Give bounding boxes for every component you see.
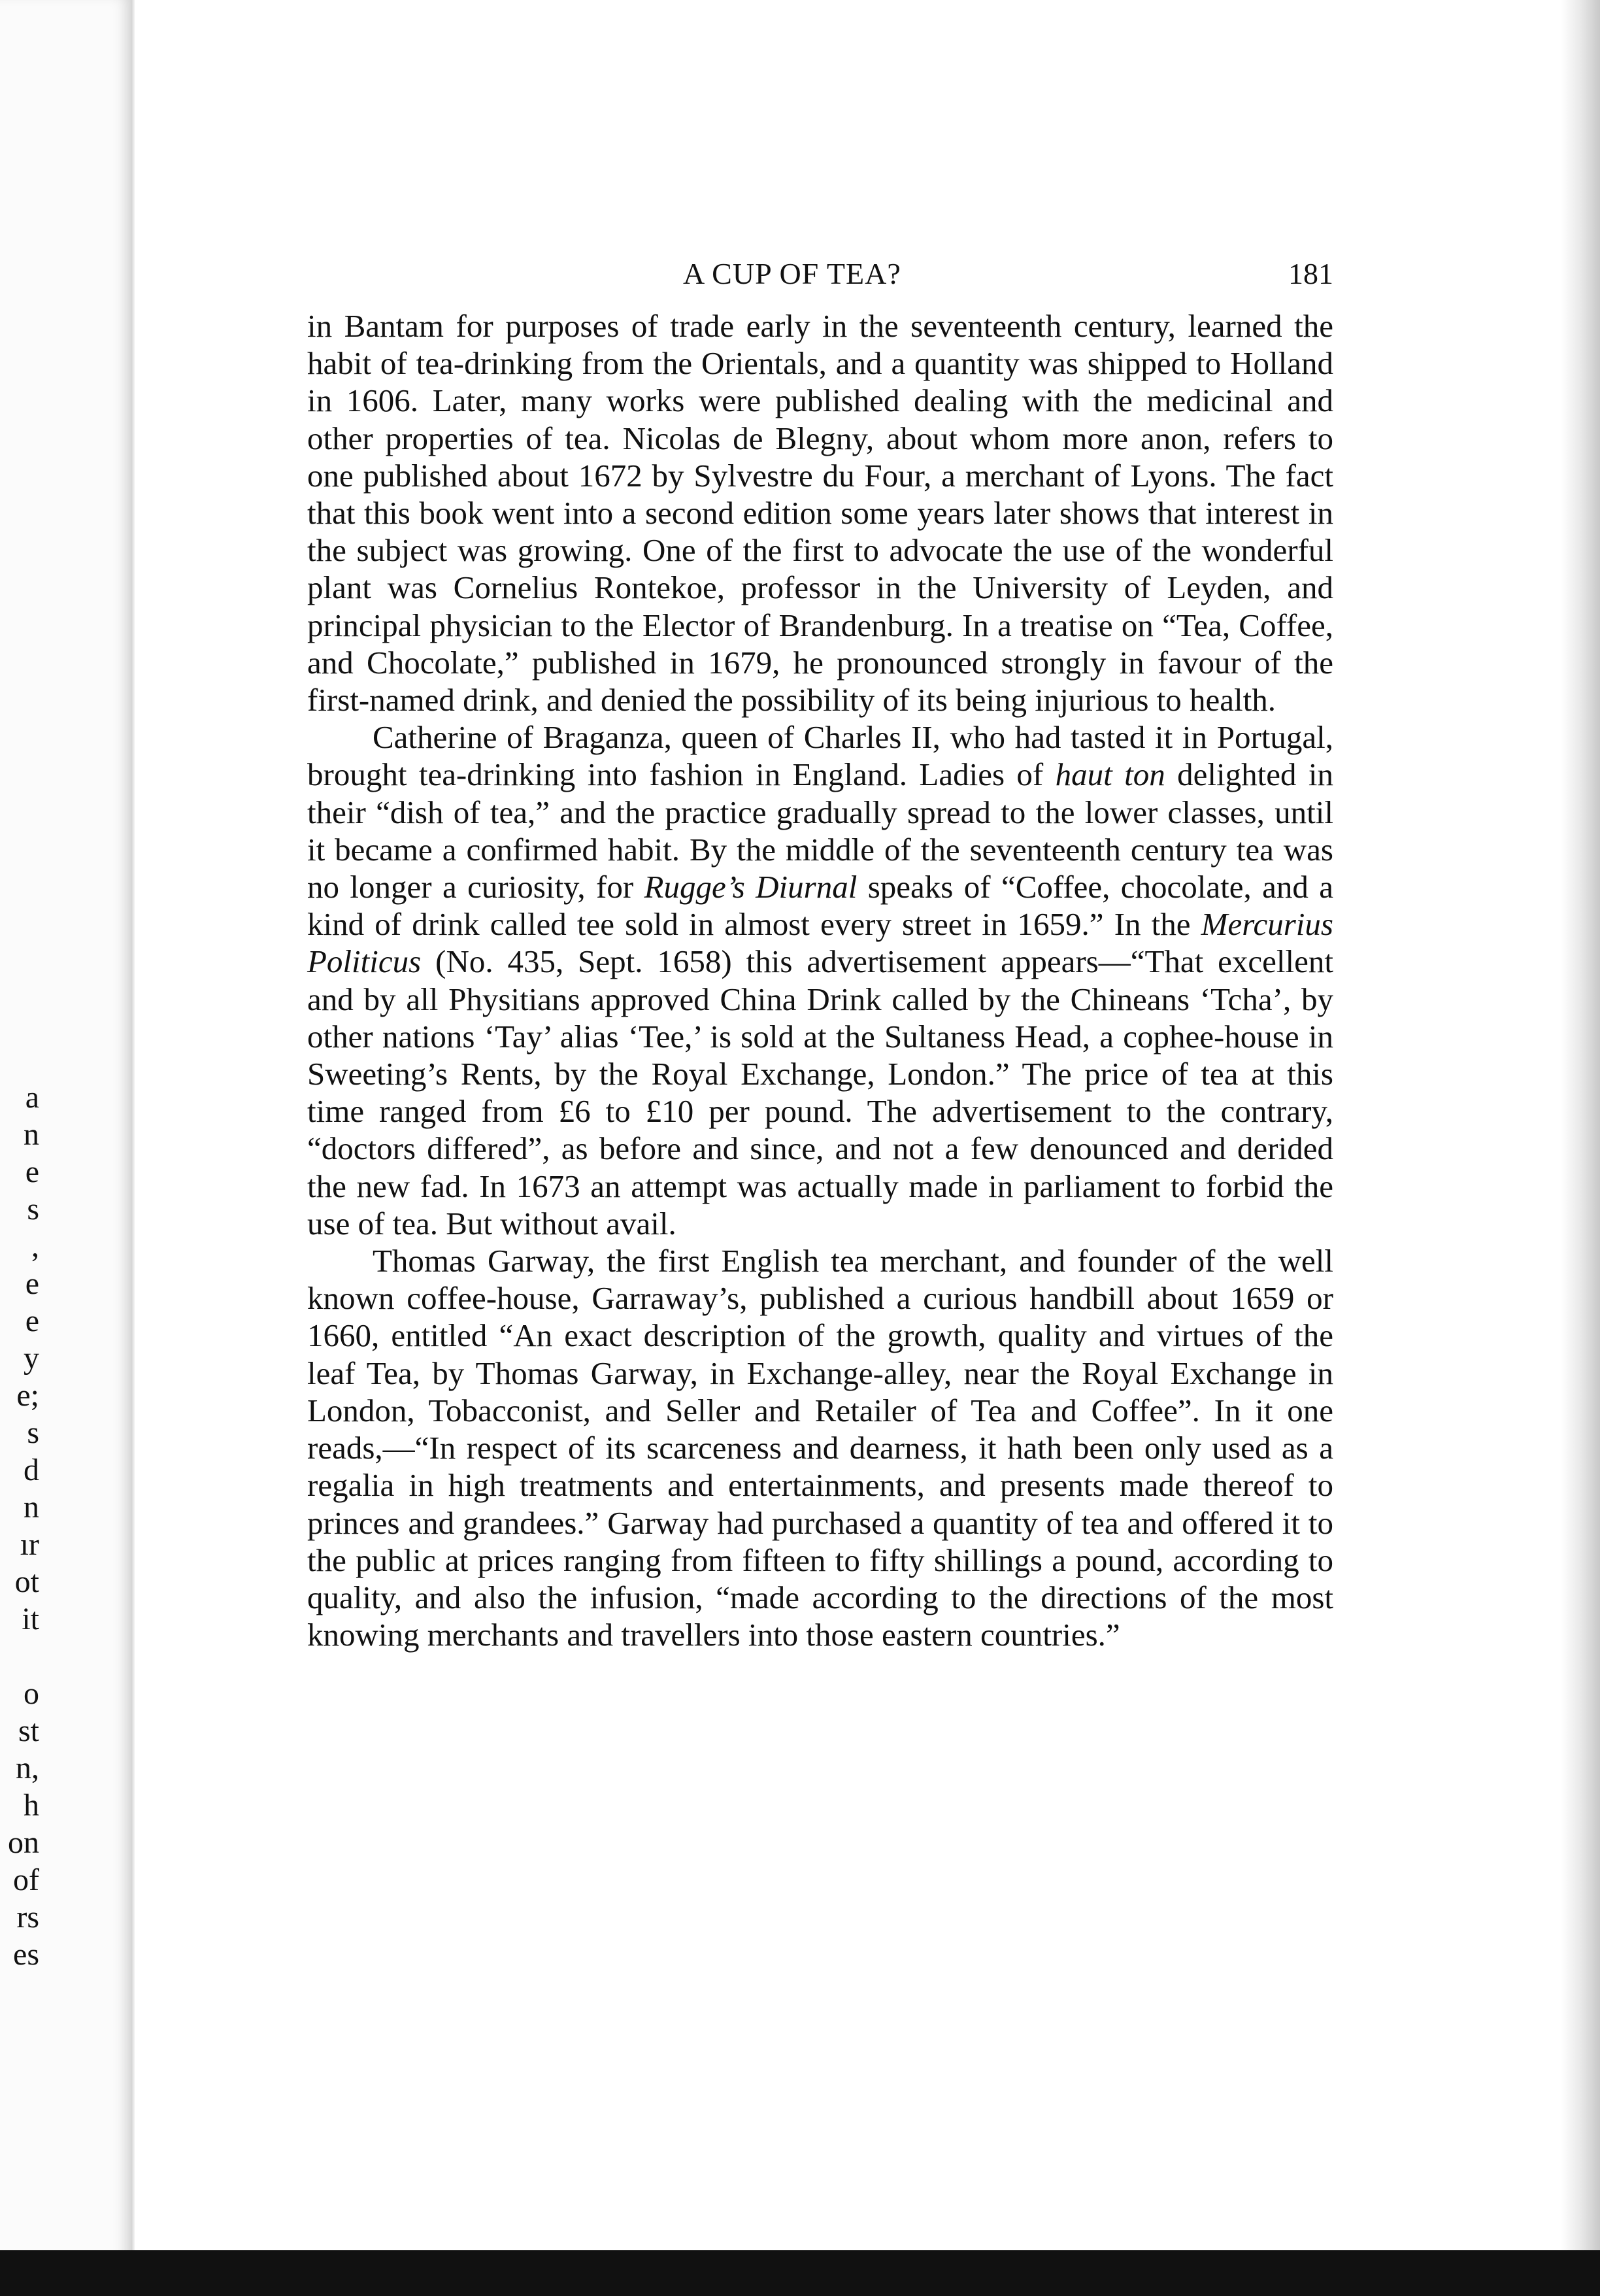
- text-run: Catherine of Braganza, queen of Charles II, who had tasted it in Portugal, brought tea-drinking into fashion in England. Ladies of: [307, 719, 1333, 793]
- text-run: Thomas Garway, the first English tea merchant, and founder of the well known coffee-house, Garraway’s, published a curious handbill about 1659 or 1660, entitled “An exact description of the growth, quality and virtues of the leaf Tea, by Thomas Garway, in Exchange-alley, near the Royal Exchange in London, Tobacconist, and Seller and Retailer of Tea and Coffee”. In it one reads,—“In respect of its scarceness and dearness, it hath been only used as a regalia in high treatments and entertainments, and presents made thereof to princes and grandees.” Garway had purchased a quantity of tea and offered it to the public at prices ranging from fifteen to fifty shillings a pound, according to quality, and also the infusion, “made according to the directions of the most knowing merchants and travellers into those eastern countries.”: [307, 1243, 1333, 1653]
- facing-page-fragment: y: [24, 1341, 39, 1376]
- facing-page-fragment: s: [27, 1192, 39, 1226]
- facing-page-fragment: n: [24, 1117, 39, 1152]
- facing-page-fragment: e: [25, 1266, 39, 1301]
- facing-page-fragment: s: [27, 1415, 39, 1450]
- page-number: 181: [1288, 257, 1333, 290]
- facing-page-fragment: h: [24, 1788, 39, 1823]
- facing-page-fragment: [0, 1638, 39, 1675]
- text-run: delighted in their “dish of tea,” and the practice gradually spread to the lower classes, until it became a confirmed habit. By the middle of the seventeenth century tea was no longer a curiosity, for: [307, 756, 1333, 905]
- page-right-edge: [1561, 0, 1600, 2296]
- chapter-title: A CUP OF TEA?: [683, 257, 901, 290]
- facing-page-fragment: e: [25, 1155, 39, 1189]
- facing-page-fragment: e: [25, 1304, 39, 1338]
- facing-page-fragment: ,: [31, 1229, 39, 1264]
- facing-page-fragment: ır: [20, 1527, 39, 1562]
- facing-page-fragment: on: [8, 1825, 39, 1860]
- facing-page-fragment: of: [13, 1863, 39, 1897]
- facing-page-fragment: n: [24, 1490, 39, 1525]
- facing-page-fragment: a: [25, 1080, 39, 1115]
- paragraph-2: [307, 718, 1333, 1242]
- italic-title: Mercurius Politicus: [307, 906, 1333, 980]
- paragraph-3: [307, 1242, 1333, 1653]
- facing-page-fragment: it: [22, 1602, 39, 1636]
- facing-page-fragment: ot: [14, 1564, 39, 1599]
- facing-page-text-fragments: [0, 1079, 39, 1973]
- facing-page-edge: [0, 0, 135, 2296]
- italic-title: Rugge’s Diurnal: [644, 869, 858, 905]
- facing-page-fragment: n,: [16, 1751, 39, 1785]
- body-text: [307, 307, 1333, 1653]
- book-page: [307, 248, 1333, 1653]
- text-run: (No. 435, Sept. 1658) this advertisement appears—“That excellent and by all Physitians approved China Drink called by the Chineans ‘Tcha’, by other nations ‘Tay’ alias ‘Tee,’ is sold at the Sultaness Head, a cophee-house in Sweeting’s Rents, by the Royal Exchange, London.” The price of tea at this time ranged from £6 to £10 per pound. The advertisement to the contrary, “doctors differed”, as before and since, and not a few denounced and derided the new fad. In 1673 an attempt was actually made in parliament to forbid the use of tea. But without avail.: [307, 943, 1333, 1241]
- text-run: speaks of “Coffee, chocolate, and a kind of drink called tee sold in almost every street in 1659.” In the: [307, 869, 1334, 943]
- facing-page-fragment: o: [24, 1676, 39, 1711]
- running-head: [307, 248, 1333, 307]
- text-run: in Bantam for purposes of trade early in the seventeenth century, learned the habit of tea-drinking from the Orientals, and a quantity was shipped to Holland in 1606. Later, many works were published dealing with the medicinal and other properties of tea. Nicolas de Blegny, about whom more anon, refers to one published about 1672 by Sylvestre du Four, a merchant of Lyons. The fact that this book went into a second edition some years later shows that interest in the subject was growing. One of the first to advocate the use of the wonderful plant was Cornelius Rontekoe, professor in the University of Leyden, and principal physician to the Elector of Brandenburg. In a treatise on “Tea, Coffee, and Chocolate,” published in 1679, he pronounced strongly in favour of the first-named drink, and denied the possibility of its being injurious to health.: [307, 308, 1333, 718]
- facing-page-fragment: d: [24, 1453, 39, 1487]
- facing-page-fragment: es: [13, 1937, 39, 1972]
- facing-page-fragment: rs: [16, 1900, 39, 1934]
- scan-bottom-border: [0, 2250, 1600, 2296]
- facing-page-fragment: e;: [16, 1378, 39, 1413]
- facing-page-fragment: st: [18, 1714, 39, 1748]
- italic-title: haut ton: [1055, 756, 1165, 793]
- page-gutter: [131, 0, 135, 2296]
- paragraph-1: [307, 307, 1333, 718]
